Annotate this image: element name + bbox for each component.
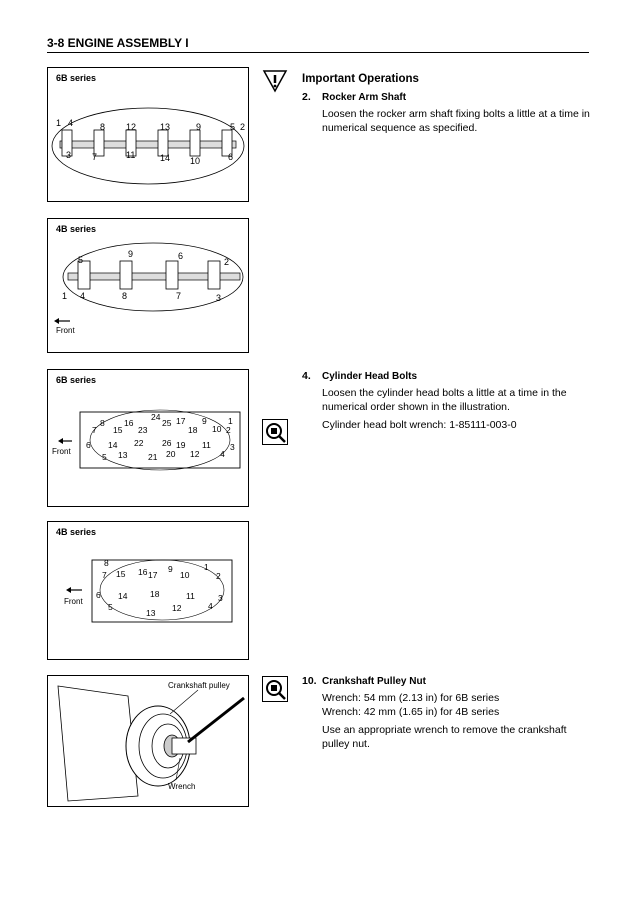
label-16: 16 (124, 418, 134, 428)
label-1: 1 (56, 118, 62, 128)
special-tool-icon (262, 676, 288, 702)
label-14: 14 (118, 591, 128, 601)
figure-label: 4B series (56, 224, 97, 234)
label-15: 15 (116, 569, 126, 579)
item-title: Rocker Arm Shaft (322, 92, 407, 103)
label-4: 4 (80, 291, 86, 301)
label-12: 12 (190, 449, 200, 459)
crankshaft-pulley-section (302, 674, 590, 755)
header-rule (47, 52, 589, 53)
label-25: 25 (162, 418, 172, 428)
front-label: Front (56, 326, 75, 335)
label-4: 4 (68, 118, 74, 128)
item-title: Crankshaft Pulley Nut (322, 676, 426, 687)
label-11: 11 (202, 440, 211, 450)
label-10: 10 (212, 424, 222, 434)
label-4: 4 (220, 449, 225, 459)
label-9: 9 (128, 249, 134, 259)
item-text: Wrench: 42 mm (1.65 in) for 4B series (322, 706, 500, 718)
pulley-drawing (48, 676, 248, 806)
item-number: 2. (302, 91, 311, 103)
section-heading: Important Operations (302, 73, 419, 85)
item-number: 4. (302, 370, 311, 382)
item-text: Cylinder head bolt wrench: 1-85111-003-0 (322, 419, 517, 431)
label-5: 5 (102, 452, 107, 462)
label-12: 12 (126, 122, 137, 132)
head-4b-drawing (48, 522, 248, 659)
crankshaft-pulley-figure (47, 675, 249, 807)
label-5: 5 (230, 122, 236, 132)
label-13: 13 (146, 608, 156, 618)
label-7: 7 (92, 152, 98, 162)
label-17: 17 (176, 416, 186, 426)
label-9: 9 (202, 416, 207, 426)
label-7: 7 (102, 570, 107, 580)
label-8: 8 (104, 558, 109, 568)
label-23: 23 (138, 425, 148, 435)
item-text: Loosen the rocker arm shaft fixing bolts a little at a time in numerical sequence as specified. (322, 108, 590, 134)
label-1: 1 (204, 562, 209, 572)
label-24: 24 (151, 412, 161, 422)
label-6: 6 (228, 152, 234, 162)
label-1: 1 (228, 416, 233, 426)
label-1: 1 (62, 291, 68, 301)
label-11: 11 (186, 591, 195, 601)
label-12: 12 (172, 603, 182, 613)
label-6: 6 (178, 251, 184, 261)
label-5: 5 (108, 602, 113, 612)
label-13: 13 (160, 122, 171, 132)
label-6: 6 (96, 590, 101, 600)
label-26: 26 (162, 438, 172, 448)
item-text: Loosen the cylinder head bolts a little at a time in the numerical order shown in the illustration. (322, 387, 567, 413)
page-header: 3-8 ENGINE ASSEMBLY I (47, 36, 189, 50)
label-10: 10 (180, 570, 190, 580)
item-number: 10. (302, 675, 317, 687)
label-3: 3 (218, 593, 223, 603)
rocker-arm-section (302, 72, 590, 139)
special-tool-icon (262, 419, 288, 445)
label-6: 6 (86, 440, 91, 450)
label-8: 8 (100, 122, 106, 132)
label-7: 7 (176, 291, 182, 301)
label-7: 7 (92, 425, 97, 435)
head-6b-figure (47, 369, 249, 507)
label-3: 3 (230, 442, 235, 452)
label-10: 10 (190, 156, 201, 166)
label-3: 3 (66, 150, 72, 160)
callout-wrench: Wrench (168, 782, 196, 791)
label-20: 20 (166, 449, 176, 459)
figure-label: 4B series (56, 527, 97, 537)
head-6b-drawing (48, 370, 248, 506)
label-14: 14 (108, 440, 118, 450)
label-5: 5 (78, 255, 84, 265)
label-8: 8 (122, 291, 128, 301)
cylinder-head-section (302, 369, 590, 436)
label-9: 9 (168, 564, 173, 574)
warning-triangle-icon (262, 68, 288, 94)
front-label: Front (64, 597, 83, 606)
rocker-6b-drawing (48, 68, 248, 201)
label-18: 18 (188, 425, 198, 435)
item-text: Wrench: 54 mm (2.13 in) for 6B series (322, 692, 500, 704)
label-2: 2 (226, 425, 231, 435)
label-4: 4 (208, 601, 213, 611)
label-22: 22 (134, 438, 144, 448)
item-title: Cylinder Head Bolts (322, 371, 418, 382)
rocker-4b-figure (47, 218, 249, 353)
label-13: 13 (118, 450, 128, 460)
label-11: 11 (126, 150, 136, 160)
label-2: 2 (224, 257, 230, 267)
front-label: Front (52, 447, 71, 456)
label-2: 2 (240, 122, 246, 132)
figure-label: 6B series (56, 73, 97, 83)
label-16: 16 (138, 567, 148, 577)
label-19: 19 (176, 440, 186, 450)
label-14: 14 (160, 153, 171, 163)
head-4b-figure (47, 521, 249, 660)
figure-label: 6B series (56, 375, 97, 385)
rocker-4b-drawing (48, 219, 248, 352)
label-15: 15 (113, 425, 123, 435)
callout-crankshaft-pulley: Crankshaft pulley (168, 681, 230, 690)
label-9: 9 (196, 122, 202, 132)
label-17: 17 (148, 570, 158, 580)
label-21: 21 (148, 452, 158, 462)
label-18: 18 (150, 589, 160, 599)
item-text: Use an appropriate wrench to remove the crankshaft pulley nut. (322, 724, 567, 750)
rocker-6b-figure (47, 67, 249, 202)
label-3: 3 (216, 293, 222, 303)
label-2: 2 (216, 571, 221, 581)
label-8: 8 (100, 418, 105, 428)
